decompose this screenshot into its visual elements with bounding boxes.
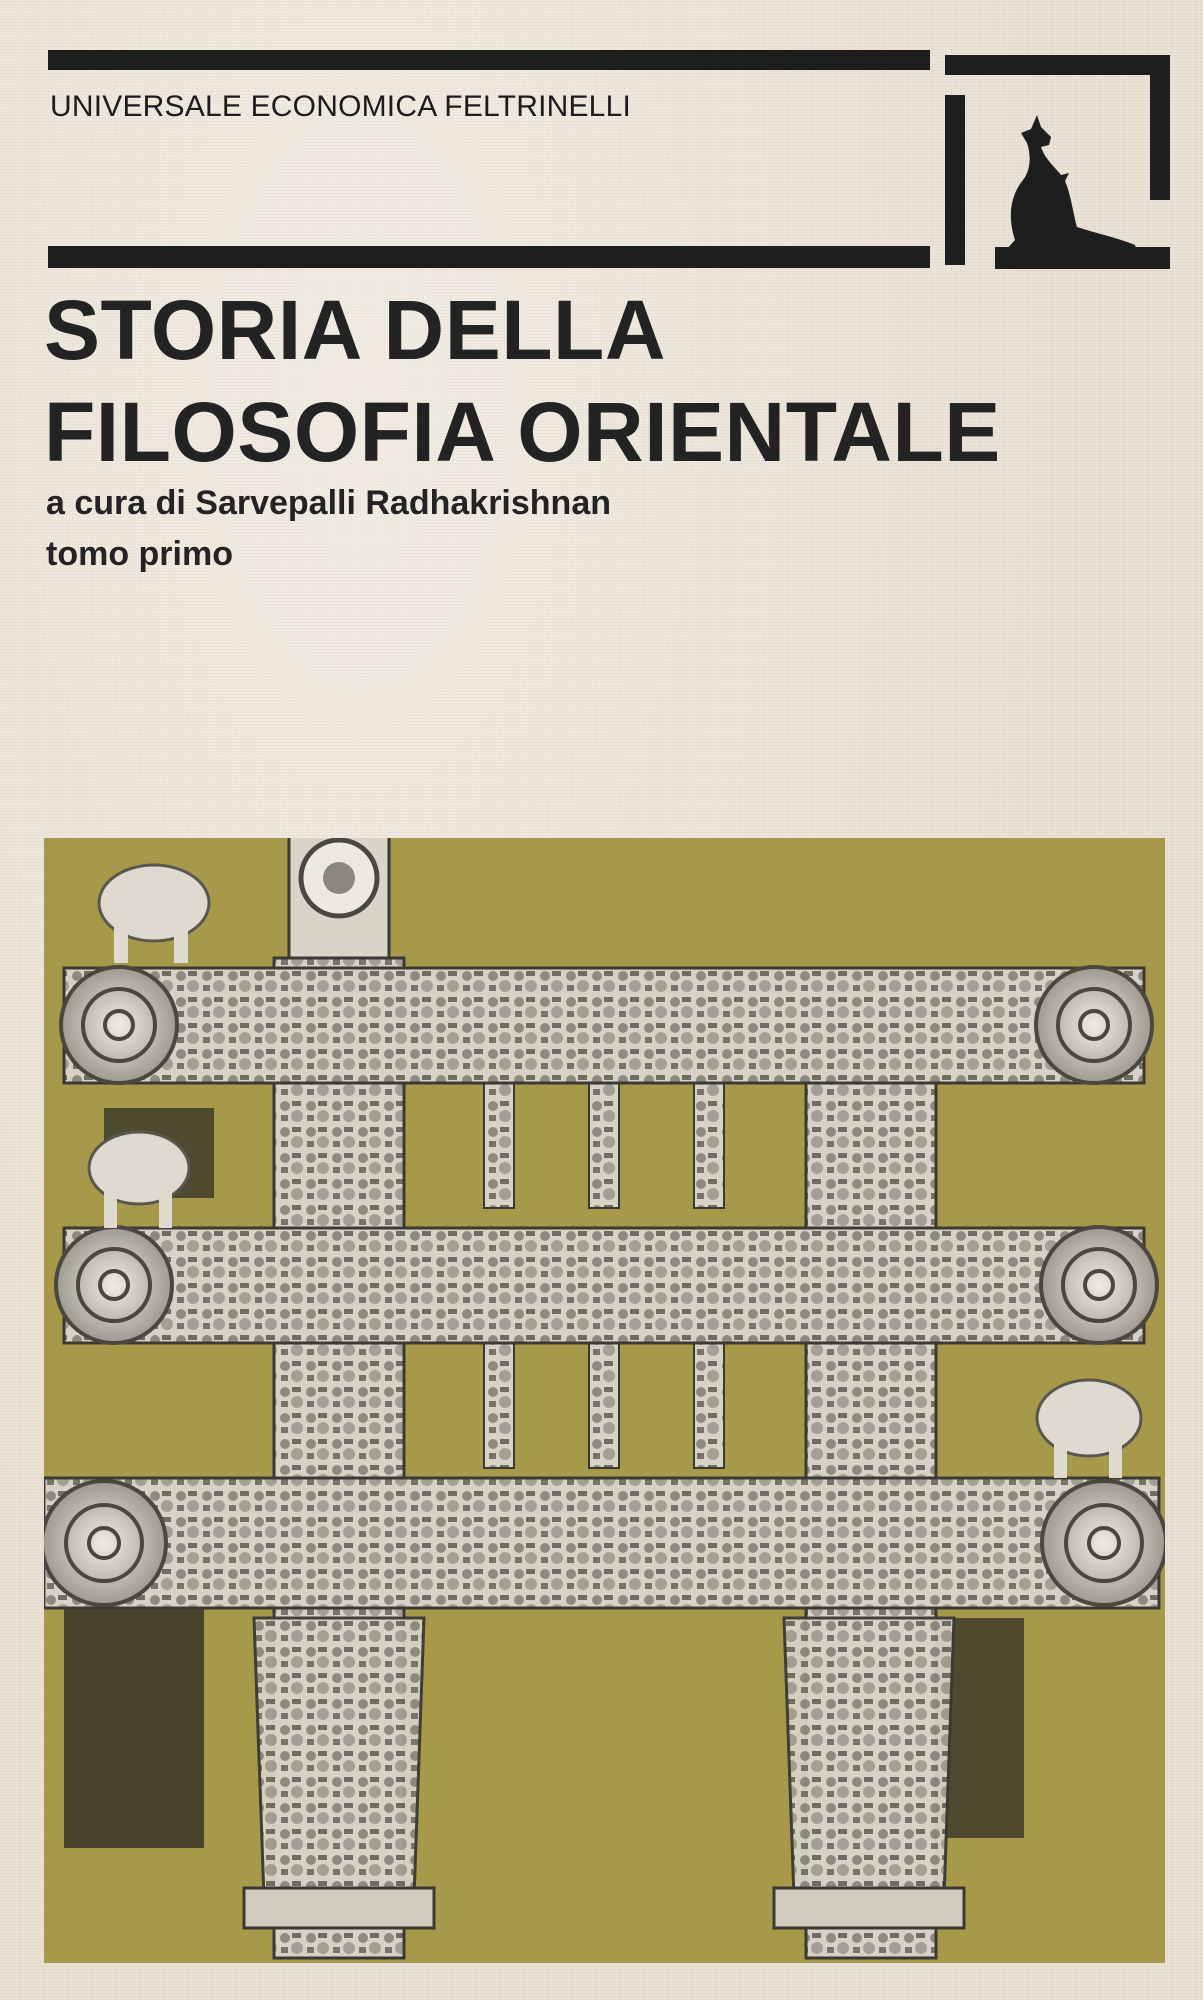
kangaroo-icon — [945, 55, 1170, 275]
top-rule — [48, 50, 930, 70]
title-line-2: FILOSOFIA ORIENTALE — [44, 385, 1001, 479]
title-line-1: STORIA DELLA — [44, 283, 667, 377]
series-name: UNIVERSALE ECONOMICA FELTRINELLI — [50, 90, 631, 123]
editor-credit: a cura di Sarvepalli Radhakrishnan — [46, 484, 612, 522]
middle-rule — [48, 246, 930, 268]
cover-illustration — [44, 838, 1165, 1963]
volume-label: tomo primo — [46, 535, 233, 573]
